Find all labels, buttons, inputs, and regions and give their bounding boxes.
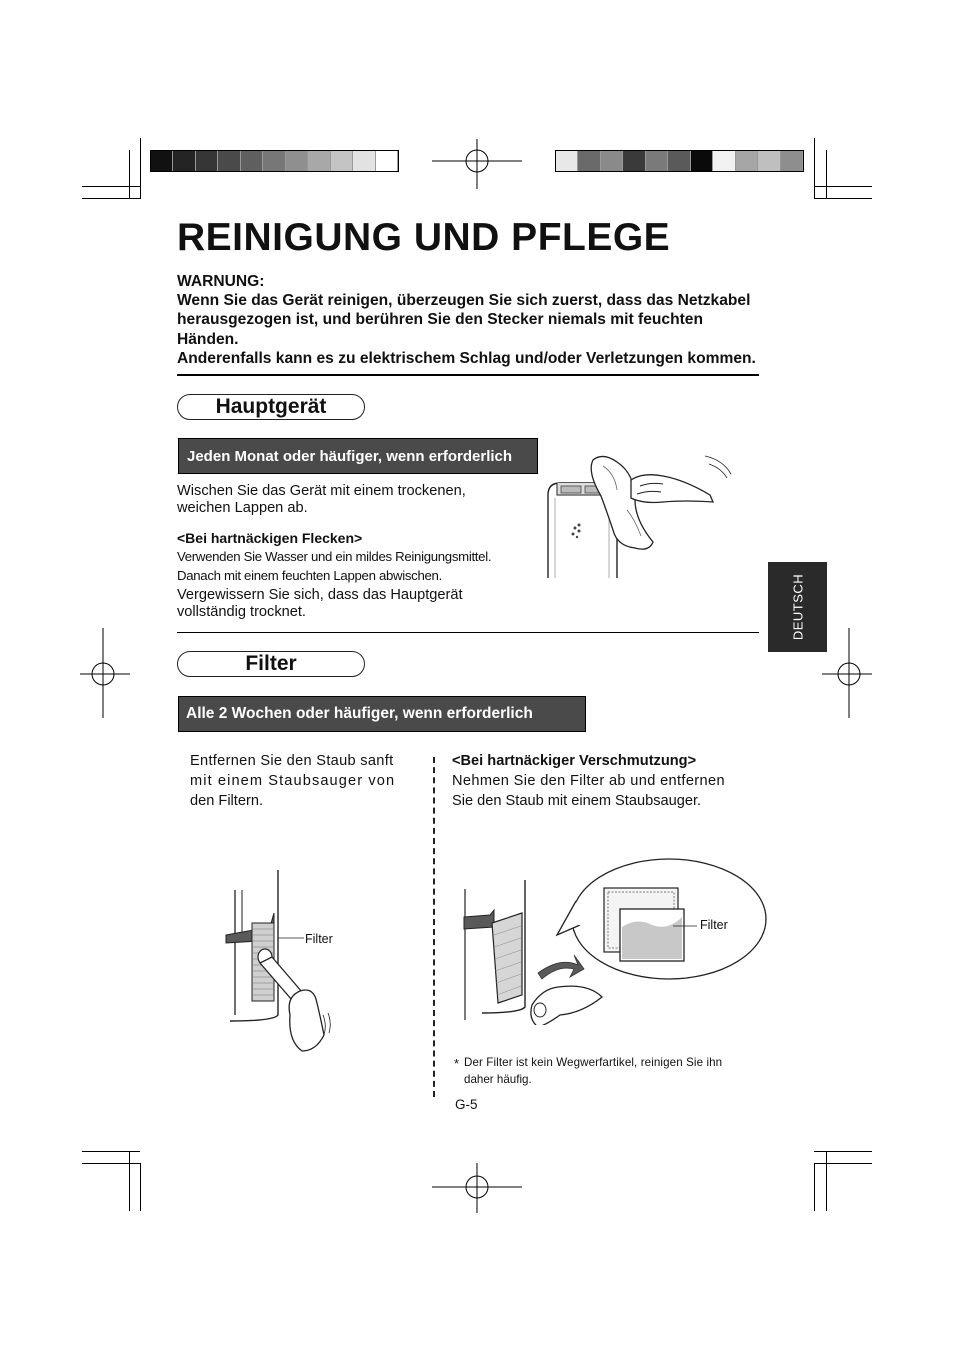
color-bar-right-swatch	[758, 151, 780, 171]
text-line: den Filtern.	[190, 792, 264, 809]
color-bar-right-swatch	[691, 151, 713, 171]
color-bar-right-swatch	[556, 151, 578, 171]
registration-mark-left	[80, 628, 170, 718]
text-line: Entfernen Sie den Staub sanft	[190, 753, 394, 769]
color-bar-right-swatch	[578, 151, 600, 171]
column-divider	[433, 757, 435, 1097]
text-line: vollständig trocknet.	[177, 604, 306, 620]
color-bar-right-swatch	[601, 151, 623, 171]
text-line: weichen Lappen ab.	[177, 500, 308, 516]
color-bar-left-swatch	[173, 151, 195, 171]
color-bar-left-swatch	[218, 151, 240, 171]
divider	[177, 374, 759, 376]
color-bar-right-swatch	[646, 151, 668, 171]
color-bar-left	[150, 150, 399, 172]
vacuum-filter-illustration	[220, 865, 340, 1060]
main-unit-instructions	[177, 483, 547, 517]
color-bar-left-swatch	[376, 151, 398, 171]
filter-label-left: Filter	[305, 932, 333, 946]
stubborn-instructions	[177, 547, 557, 585]
text-line: Verwenden Sie Wasser und ein mildes Reinigungsmittel.	[177, 549, 492, 564]
language-tab	[768, 562, 827, 652]
text-line: Sie den Staub mit einem Staubsauger.	[452, 792, 702, 809]
warning-block	[177, 272, 777, 368]
section-heading-filter: Filter	[177, 651, 365, 677]
text-line: Nehmen Sie den Filter ab und entfernen	[452, 773, 725, 789]
text-line: daher häufig.	[464, 1072, 532, 1086]
note-star: *	[454, 1056, 460, 1071]
remove-filter-illustration	[462, 855, 772, 1025]
warning-line: Anderenfalls kann es zu elektrischem Schlag und/oder Verletzungen kommen.	[177, 349, 756, 367]
text-line: Wischen Sie das Gerät mit einem trockenen,	[177, 483, 466, 499]
text-line: mit einem Staubsauger von	[190, 772, 396, 789]
color-bar-left-swatch	[308, 151, 330, 171]
color-bar-right-swatch	[623, 151, 645, 171]
registration-mark-right	[822, 628, 912, 718]
color-bar-left-swatch	[241, 151, 263, 171]
color-bar-right-swatch	[781, 151, 803, 171]
text-line: Vergewissern Sie sich, dass das Hauptgerät	[177, 587, 463, 603]
wiping-unit-illustration	[545, 450, 745, 580]
text-line: Der Filter ist kein Wegwerfartikel, reinigen Sie ihn	[464, 1056, 723, 1069]
color-bar-left-swatch	[151, 151, 173, 171]
filter-note	[464, 1055, 764, 1088]
warning-label: WARNUNG:	[177, 273, 265, 290]
color-bar-right-swatch	[668, 151, 690, 171]
color-bar-left-swatch	[353, 151, 375, 171]
warning-line: herausgezogen ist, und berühren Sie den Stecker niemals mit feuchten	[177, 311, 703, 329]
divider	[177, 632, 759, 633]
warning-line: Wenn Sie das Gerät reinigen, überzeugen Sie sich zuerst, dass das Netzkabel	[177, 292, 751, 310]
filter-right-heading: <Bei hartnäckiger Verschmutzung>	[452, 753, 697, 769]
frequency-text: Jeden Monat oder häufiger, wenn erforderlich	[187, 448, 513, 465]
section-heading-main-unit: Hauptgerät	[177, 394, 365, 420]
filter-label-right: Filter	[700, 918, 728, 932]
warning-line: Händen.	[177, 330, 239, 348]
frequency-band-main-unit	[178, 438, 538, 474]
color-bar-left-swatch	[196, 151, 218, 171]
page-number: G-5	[455, 1097, 478, 1112]
registration-mark-bottom	[432, 1163, 522, 1253]
page-title: REINIGUNG UND PFLEGE	[177, 216, 671, 259]
dry-instructions	[177, 587, 547, 621]
frequency-band-filter	[178, 696, 586, 732]
color-bar-right	[555, 150, 804, 172]
color-bar-right-swatch	[713, 151, 735, 171]
text-line: Danach mit einem feuchten Lappen abwischen.	[177, 568, 442, 583]
filter-right-instructions	[452, 772, 762, 812]
color-bar-left-swatch	[331, 151, 353, 171]
filter-left-instructions	[190, 752, 415, 811]
color-bar-left-swatch	[286, 151, 308, 171]
frequency-text: Alle 2 Wochen oder häufiger, wenn erforderlich	[186, 705, 533, 722]
color-bar-left-swatch	[263, 151, 285, 171]
stubborn-heading: <Bei hartnäckigen Flecken>	[177, 530, 363, 546]
color-bar-right-swatch	[736, 151, 758, 171]
language-tab-label: DEUTSCH	[790, 573, 805, 641]
